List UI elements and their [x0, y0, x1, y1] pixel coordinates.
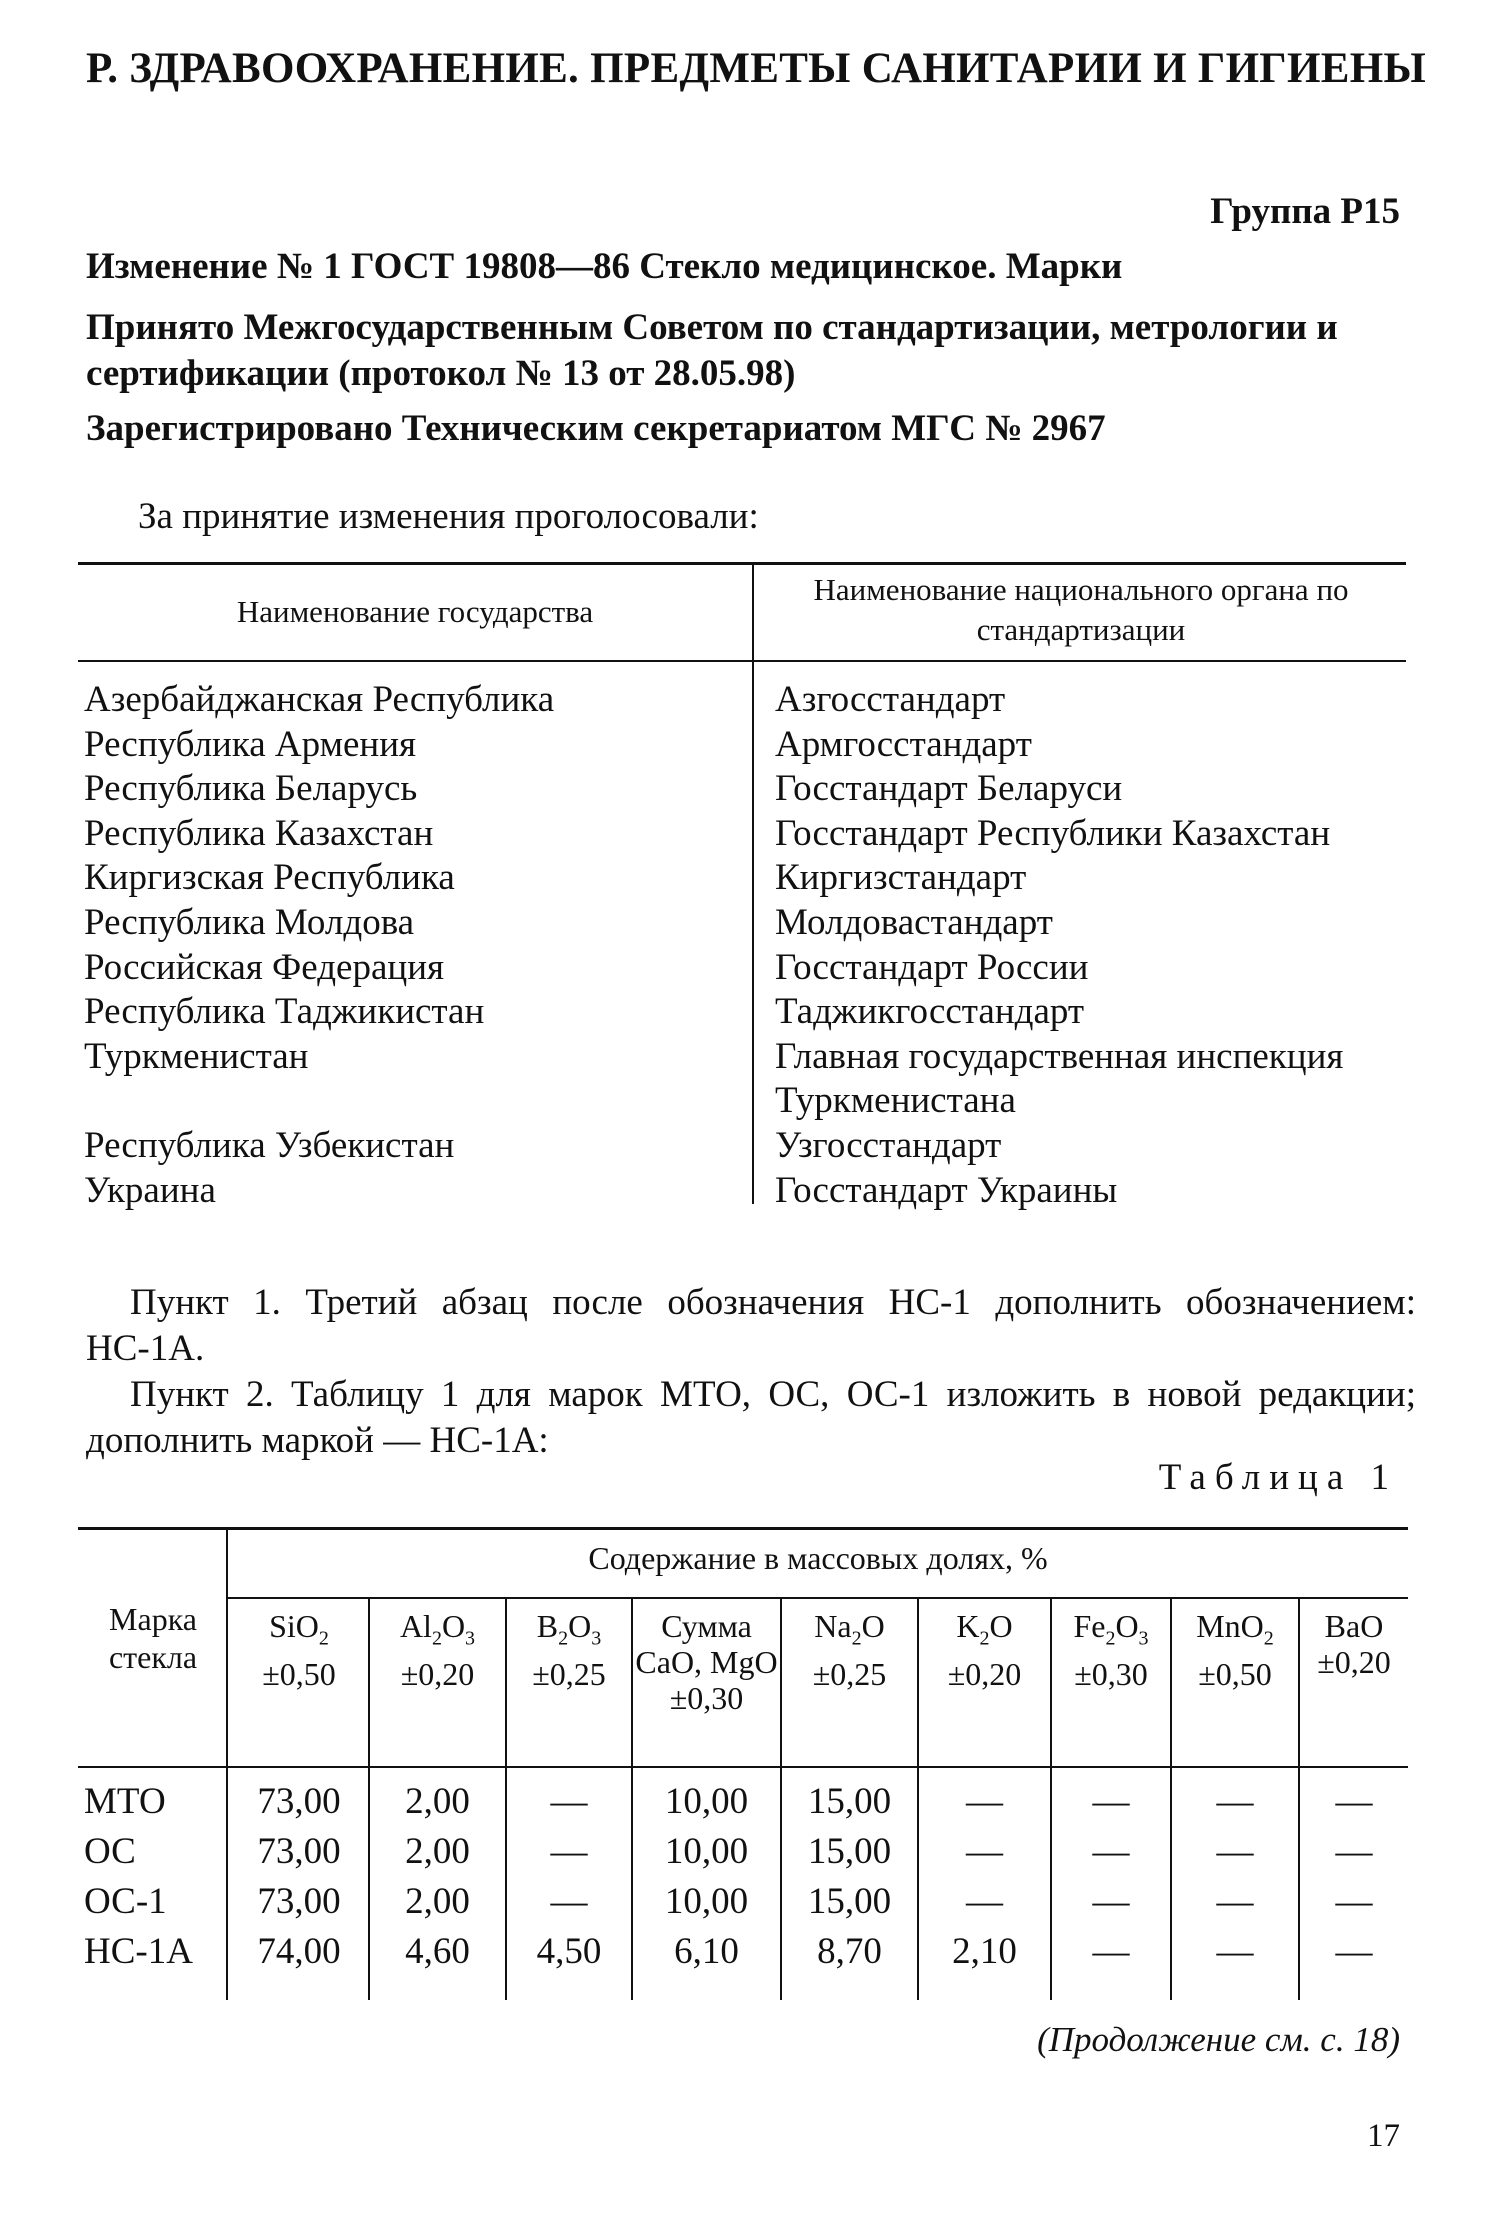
table-cell: —	[1092, 1831, 1130, 1872]
table-cell: 74,00	[257, 1931, 341, 1972]
header-component	[230, 1608, 368, 1692]
component-tolerance: ±0,30	[669, 1680, 744, 1716]
state-name: Республика Молдова	[84, 901, 415, 943]
paragraph-1-text: Пункт 1. Третий абзац после обозначения НС-1 дополнить обозначением: НС-1А.	[86, 1282, 1416, 1369]
component-name: $Fe_2O_3$	[1073, 1608, 1149, 1650]
table-cell: —	[1092, 1931, 1130, 1972]
row-mark: ОС-1	[84, 1881, 167, 1922]
continuation-note: (Продолжение см. с. 18)	[1037, 2020, 1400, 2059]
standards-body-name: Главная государственная инспекция Туркменистана	[775, 1035, 1344, 1122]
paragraph-2	[86, 1372, 1416, 1464]
table-cell: —	[550, 1881, 588, 1922]
header-mark: Марка стекла	[108, 1601, 198, 1675]
component-tolerance: ±0,25	[532, 1656, 606, 1693]
header-component	[782, 1608, 917, 1692]
row-mark: МТО	[84, 1781, 166, 1822]
table-cell: 2,00	[405, 1881, 470, 1922]
table-cell: —	[550, 1781, 588, 1822]
table-cell: —	[1335, 1831, 1373, 1872]
state-name: Украина	[84, 1169, 216, 1211]
state-name: Туркменистан	[84, 1035, 309, 1077]
state-name: Киргизская Республика	[84, 857, 455, 899]
table-cell: 4,50	[536, 1931, 602, 1972]
component-name: MnO$_2$	[1196, 1608, 1274, 1650]
state-name: Республика Беларусь	[84, 768, 418, 810]
group-label: Группа Р15	[1210, 191, 1400, 232]
component-tolerance: ±0,20	[400, 1656, 475, 1693]
header-component	[633, 1608, 780, 1716]
page-number: 17	[1367, 2118, 1400, 2154]
table-cell: 2,00	[405, 1831, 470, 1872]
standards-body-name: Киргизстандарт	[775, 857, 1027, 899]
row-mark: ОС	[84, 1831, 136, 1872]
table-header-rule	[78, 660, 1406, 662]
table-cell: —	[1216, 1931, 1254, 1972]
table-column-divider	[752, 564, 754, 1204]
state-name: Российская Федерация	[84, 946, 445, 988]
comp-top-rule	[78, 1527, 1408, 1530]
table-cell: —	[1092, 1781, 1130, 1822]
standards-body-name: Молдовастандарт	[775, 901, 1053, 943]
table-top-rule	[78, 562, 1406, 565]
component-tolerance: ±0,25	[812, 1656, 887, 1693]
component-name: $K_2O$	[956, 1608, 1013, 1650]
table-cell: 10,00	[664, 1781, 749, 1822]
header-component	[1052, 1608, 1170, 1692]
table-cell: 2,00	[405, 1781, 470, 1822]
header-state: Наименование государства	[236, 594, 594, 629]
row-mark: НС-1А	[84, 1931, 193, 1972]
component-tolerance: ±0,20	[1317, 1644, 1391, 1680]
table-cell: 6,10	[674, 1931, 739, 1972]
component-tolerance: ±0,50	[262, 1656, 336, 1693]
table-caption: Таблица 1	[1158, 1457, 1398, 1498]
standards-body-name: Госстандарт Республики Казахстан	[775, 812, 1331, 854]
table-cell: —	[966, 1781, 1003, 1822]
header-component	[919, 1608, 1050, 1692]
comp-group-rule	[228, 1597, 1408, 1599]
state-name: Азербайджанская Республика	[84, 679, 555, 720]
table-cell: —	[1216, 1781, 1254, 1822]
table-cell: 15,00	[807, 1781, 892, 1822]
component-name: Сумма CaO, MgO	[635, 1608, 778, 1680]
component-name: $Al_2O_3$	[399, 1608, 476, 1650]
table-cell: —	[550, 1831, 588, 1872]
standards-body-name: Госстандарт России	[775, 946, 1089, 988]
table-cell: 15,00	[807, 1831, 892, 1872]
table-cell: —	[966, 1831, 1003, 1872]
component-name: $Na_2O$	[814, 1608, 885, 1650]
table-cell: —	[1335, 1781, 1373, 1822]
table-cell: 4,60	[405, 1931, 470, 1972]
standards-body-name: Госстандарт Беларуси	[775, 768, 1123, 810]
table-cell: 73,00	[257, 1881, 341, 1922]
section-title: Р. ЗДРАВООХРАНЕНИЕ. ПРЕДМЕТЫ САНИТАРИИ И ГИГИЕНЫ	[86, 45, 1426, 92]
component-tolerance: ±0,50	[1198, 1656, 1272, 1693]
voted-intro: За принятие изменения проголосовали:	[138, 496, 759, 537]
table-cell: 8,70	[817, 1931, 882, 1972]
component-tolerance: ±0,30	[1074, 1656, 1148, 1693]
table-cell: —	[1216, 1831, 1254, 1872]
state-name: Республика Узбекистан	[84, 1124, 455, 1166]
change-title: Изменение № 1 ГОСТ 19808—86 Стекло медицинское. Марки	[86, 246, 1123, 287]
paragraph-1	[86, 1280, 1416, 1372]
states-column	[84, 678, 554, 1213]
standards-body-name: Армгосстандарт	[775, 723, 1032, 765]
standards-body-name: Госстандарт Украины	[775, 1169, 1118, 1211]
header-component	[507, 1608, 631, 1692]
table-cell: —	[1092, 1881, 1130, 1922]
component-tolerance: ±0,20	[947, 1656, 1022, 1693]
table-cell: 10,00	[664, 1881, 749, 1922]
paragraph-2-text: Пункт 2. Таблицу 1 для марок МТО, ОС, ОС-1 изложить в новой редакции; дополнить маркой — НС-1А:	[86, 1374, 1416, 1461]
comp-header-rule	[78, 1766, 1408, 1768]
registration-statement: Зарегистрировано Техническим секретариатом МГС № 2967	[86, 408, 1106, 449]
component-name: $B_2O_3$	[536, 1608, 602, 1650]
comp-column-divider	[226, 1529, 228, 2000]
table-cell: 15,00	[807, 1881, 892, 1922]
component-name: SiO$_2$	[269, 1608, 329, 1650]
table-cell: 10,00	[664, 1831, 749, 1872]
standards-body-name: Азгосстандарт	[775, 679, 1006, 720]
state-name: Республика Казахстан	[84, 812, 434, 854]
table-cell: —	[1216, 1881, 1254, 1922]
table-cell: —	[1335, 1931, 1373, 1972]
table-cell: —	[966, 1881, 1003, 1922]
header-group: Содержание в массовых долях, %	[588, 1540, 1048, 1576]
standards-body-name: Узгосстандарт	[775, 1124, 1002, 1166]
table-cell: —	[1335, 1881, 1373, 1922]
standards-body-column	[775, 678, 1415, 1213]
state-name: Республика Армения	[84, 723, 417, 765]
table-cell: 2,10	[952, 1931, 1017, 1972]
header-component	[1172, 1608, 1298, 1692]
component-name: BaO	[1324, 1608, 1384, 1644]
header-component	[1300, 1608, 1408, 1680]
state-name: Республика Таджикистан	[84, 991, 485, 1033]
header-standards-body: Наименование национального органа по стандартизации	[813, 572, 1349, 647]
standards-body-name: Таджикгосстандарт	[775, 991, 1085, 1033]
adopted-statement: Принято Межгосударственным Советом по стандартизации, метрологии и сертификации (протокол № 13 от 28.05.98)	[86, 307, 1338, 394]
header-component	[370, 1608, 505, 1692]
table-cell: 73,00	[257, 1831, 341, 1872]
table-cell: 73,00	[257, 1781, 341, 1822]
